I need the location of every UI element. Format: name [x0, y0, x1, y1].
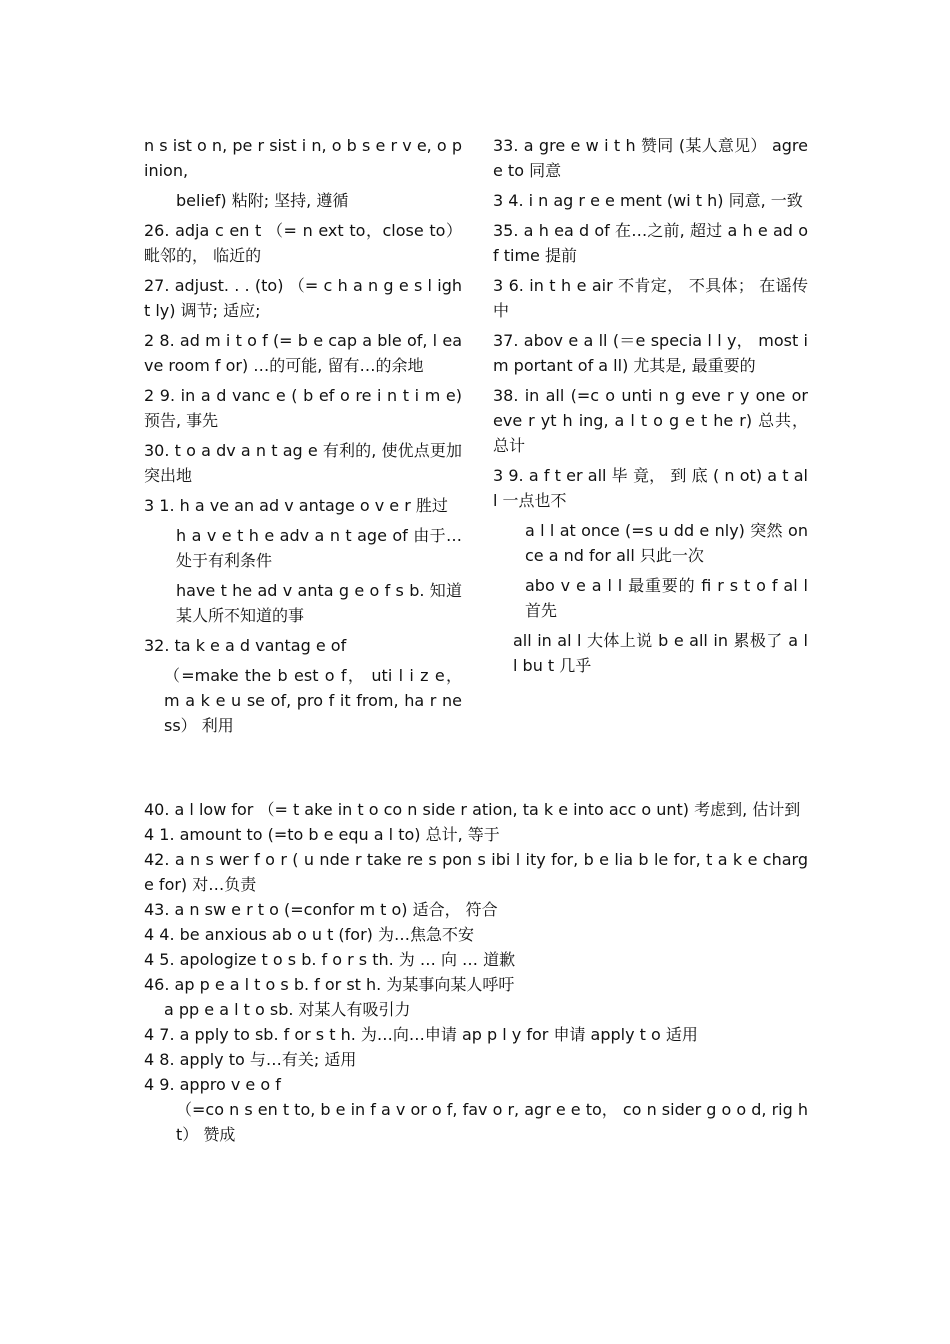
entry-42: 42. a n s wer f o r ( u nde r take re s pon s ibi l ity for, b e lia b le for, t a k e charge for) 对…负责 [144, 850, 808, 894]
entry-43: 43. a n sw e r t o (=confor m t o) 适合， 符合 [144, 900, 498, 919]
entry-25-continued: n s ist o n, pe r sist i n, o b s e r v e, o p inion, [144, 136, 462, 180]
entry-46-sub: a pp e a l t o sb. 对某人有吸引力 [164, 1000, 411, 1019]
entry-49: 4 9. appro v e o f [144, 1075, 281, 1094]
entry-35: 35. a h ea d of 在…之前, 超过 a h e ad of time 提前 [493, 221, 808, 265]
entry-32-meaning: （=make the b est o f， uti l i z e， m a k e u se of, pro f it from, ha r ness） 利用 [164, 666, 462, 735]
entry-28: 2 8. ad m i t o f (= b e cap a ble of, l eave room f or) …的可能, 留有…的余地 [144, 331, 462, 375]
entry-32: 32. ta k e a d vantag e of [144, 636, 347, 655]
entry-49-meaning: （=co n s en t to, b e in f a v or o f, fav o r, agr e e to， co n sider g o o d, rig h t） 赞成 [176, 1100, 808, 1144]
entry-44: 4 4. be anxious ab o u t (for) 为…焦急不安 [144, 925, 474, 944]
entry-39-sub-1: a l l at once (=s u dd e nly) 突然 once a nd for all 只此一次 [525, 521, 808, 565]
entry-31-sub-1: h a v e t h e adv a n t age of 由于…处于有利条件 [176, 526, 462, 570]
entry-31-sub-2: have t he ad v anta g e o f s b. 知道某人所不知道的事 [176, 581, 462, 625]
entry-48: 4 8. apply to 与…有关; 适用 [144, 1050, 357, 1069]
entry-39: 3 9. a f t er all 毕 竟， 到 底 ( n ot) a t al l 一点也不 [493, 466, 808, 510]
left-column [144, 133, 462, 743]
entry-39-sub-3: all in al l 大体上说 b e all in 累极了 a l l bu t 几乎 [513, 631, 808, 675]
entry-34: 3 4. i n ag r e e ment (wi t h) 同意, 一致 [493, 191, 803, 210]
entry-27: 27. adjust. . . (to) （= c h a n g e s l igh t ly) 调节; 适应; [144, 276, 462, 320]
entry-25-meaning: belief) 粘附; 坚持, 遵循 [176, 191, 349, 210]
entry-31: 3 1. h a ve an ad v antage o v e r 胜过 [144, 496, 448, 515]
entry-26: 26. adja c en t （= n ext to，close to） 毗邻的， 临近的 [144, 221, 462, 265]
right-column [493, 133, 808, 683]
entry-47: 4 7. a pply to sb. f or s t h. 为…向…申请 ap p l y for 申请 apply t o 适用 [144, 1025, 698, 1044]
entry-33: 33. a gre e w i t h 赞同 (某人意见） agre e to 同意 [493, 136, 808, 180]
entry-46: 46. ap p e a l t o s b. f or st h. 为某事向某人呼吁 [144, 975, 515, 994]
entry-30: 30. t o a dv a n t ag e 有利的, 使优点更加突出地 [144, 441, 462, 485]
entry-37: 37. abov e a ll (＝e specia l l y， most i m portant of a ll) 尤其是, 最重要的 [493, 331, 808, 375]
bottom-section [144, 797, 808, 1147]
entry-29: 2 9. in a d vanc e ( b ef o re i n t i m e) 预告, 事先 [144, 386, 462, 430]
entry-38: 38. in all (=c o unti n g eve r y one or eve r yt h ing, a l t o g e t he r) 总共， 总计 [493, 386, 808, 455]
entry-39-sub-2: abo v e a l l 最重要的 fi r s t o f al l 首先 [525, 576, 808, 620]
entry-41: 4 1. amount to (=to b e equ a l to) 总计, 等于 [144, 825, 500, 844]
entry-45: 4 5. apologize t o s b. f o r s th. 为 … 向 … 道歉 [144, 950, 516, 969]
entry-40: 40. a l low for （= t ake in t o co n side r ation, ta k e into acc o unt) 考虑到, 估计到 [144, 800, 801, 819]
entry-36: 3 6. in t h e air 不肯定， 不具体； 在谣传中 [493, 276, 808, 320]
